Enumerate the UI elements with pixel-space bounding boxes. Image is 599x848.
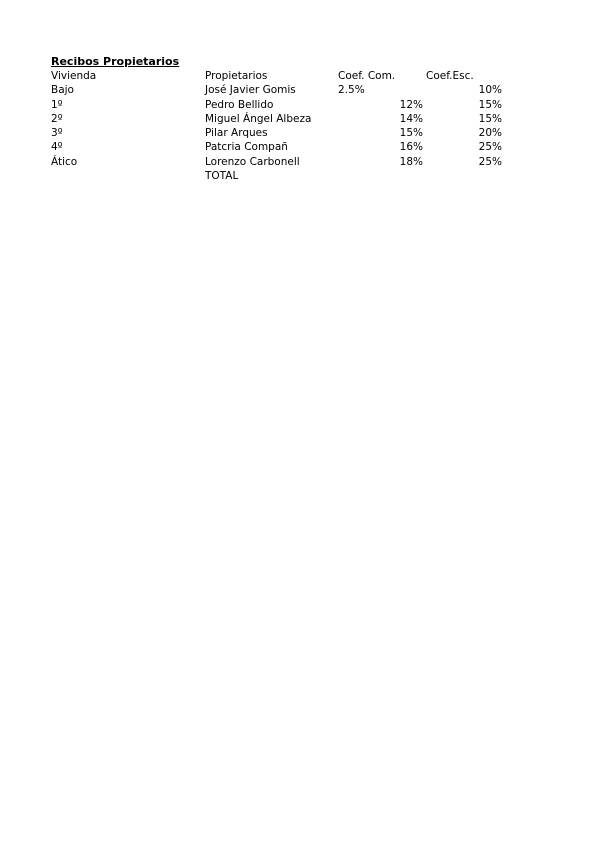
header-propietarios: Propietarios	[205, 70, 268, 82]
cell-coef-com: 16%	[399, 141, 423, 154]
cell-propietario: Patcria Compañ	[205, 141, 288, 154]
owners-table	[0, 69, 599, 183]
cell-coef-esc: 25%	[478, 141, 502, 154]
total-label: TOTAL	[205, 170, 239, 183]
cell-coef-com: 2.5%	[338, 84, 365, 97]
cell-propietario: Miguel Ángel Albeza	[205, 112, 312, 125]
table-row	[0, 126, 599, 140]
header-vivienda: Vivienda	[51, 70, 97, 82]
sheet-title: Recibos Propietarios	[51, 55, 180, 68]
cell-coef-esc: 15%	[478, 112, 502, 125]
table-row	[0, 112, 599, 126]
header-coef-com: Coef. Com.	[338, 70, 396, 82]
cell-coef-com: 14%	[399, 112, 423, 125]
cell-vivienda: Ático	[51, 155, 78, 168]
cell-coef-esc: 25%	[478, 155, 502, 168]
cell-propietario: Pedro Bellido	[205, 98, 274, 111]
total-row	[0, 169, 599, 183]
cell-coef-com: 12%	[399, 98, 423, 111]
cell-propietario: José Javier Gomis	[205, 84, 296, 97]
cell-coef-com: 18%	[399, 155, 423, 168]
table-row	[0, 83, 599, 97]
cell-vivienda: 1º	[51, 98, 63, 111]
cell-vivienda: 4º	[51, 141, 63, 154]
cell-vivienda: 3º	[51, 127, 63, 140]
header-row	[0, 69, 599, 83]
cell-coef-com: 15%	[399, 127, 423, 140]
cell-coef-esc: 10%	[478, 84, 502, 97]
cell-vivienda: Bajo	[51, 84, 74, 97]
cell-propietario: Lorenzo Carbonell	[205, 155, 300, 168]
header-coef-esc: Coef.Esc.	[426, 70, 474, 82]
cell-vivienda: 2º	[51, 112, 63, 125]
table-row	[0, 140, 599, 154]
cell-propietario: Pilar Arques	[205, 127, 268, 140]
table-row	[0, 155, 599, 169]
cell-coef-esc: 15%	[478, 98, 502, 111]
table-row	[0, 98, 599, 112]
cell-coef-esc: 20%	[478, 127, 502, 140]
